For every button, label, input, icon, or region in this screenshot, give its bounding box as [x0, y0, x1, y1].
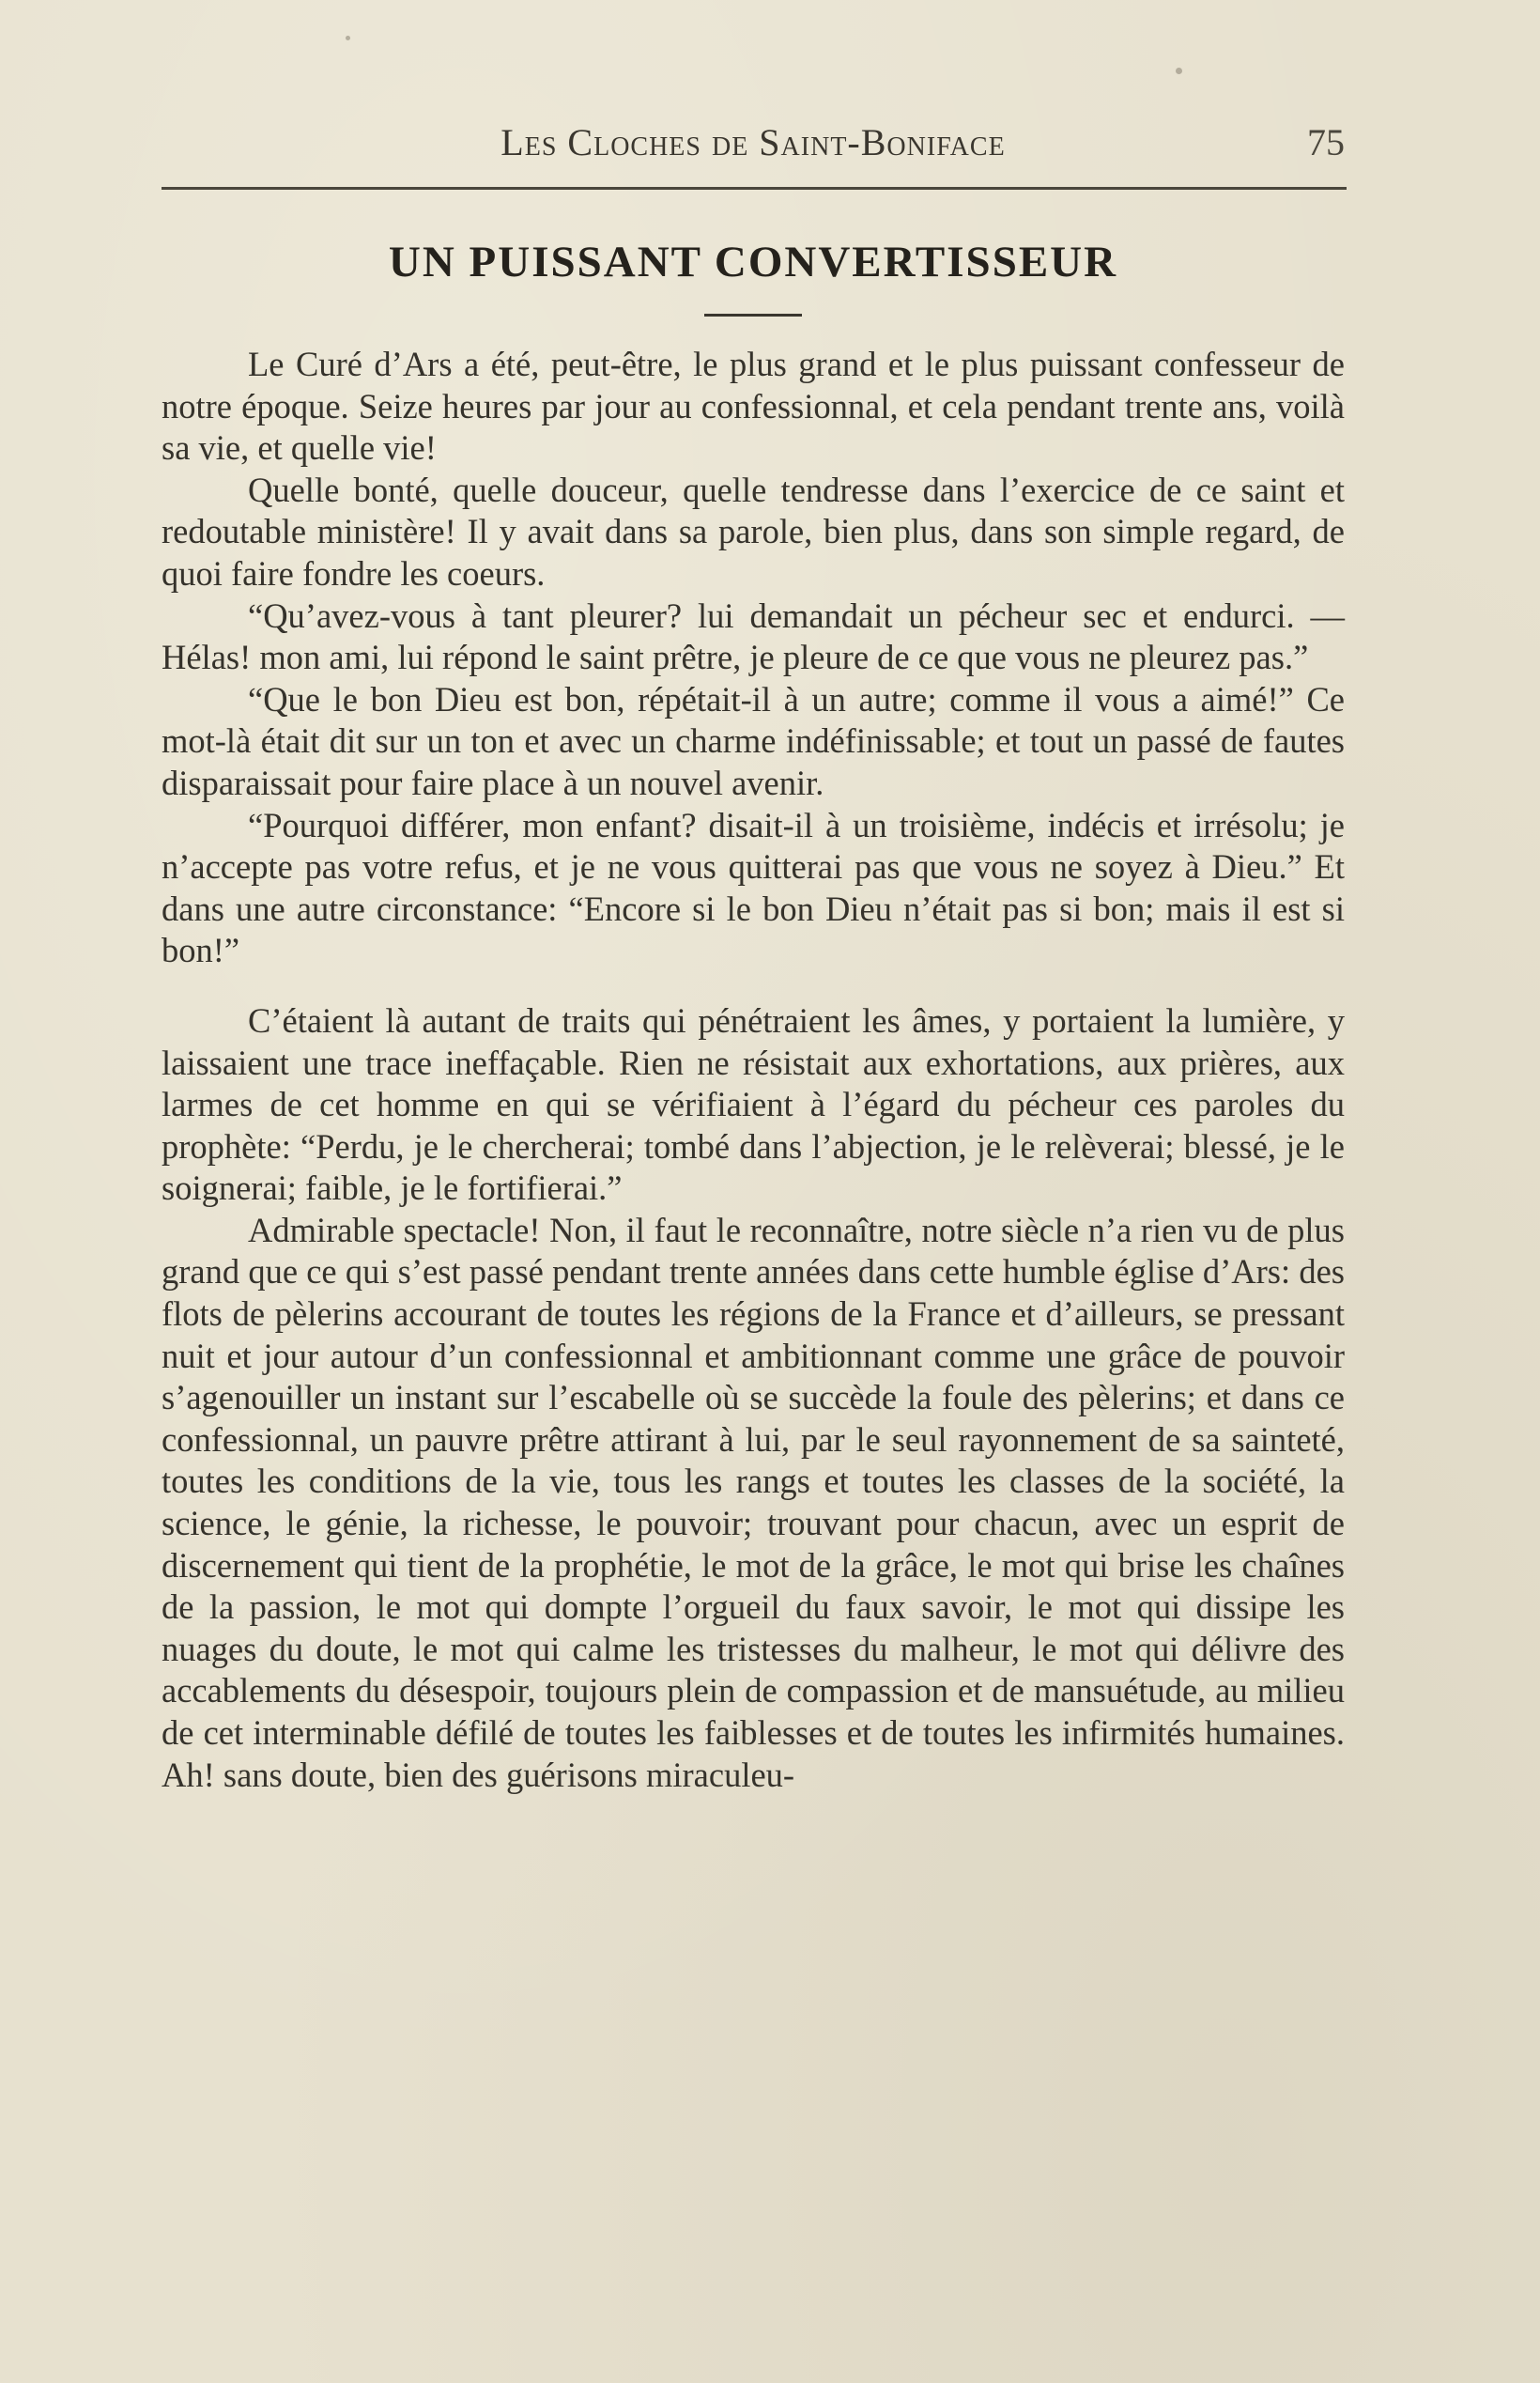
paragraph: Quelle bonté, quelle douceur, quelle tendresse dans l’exercice de ce saint et redoutable ministère! Il y avait dans sa parole, bien plus, dans son simple regard, de quoi faire fondre les coeurs.	[162, 470, 1345, 593]
running-title: Les Cloches de Saint-Boniface	[500, 121, 1006, 163]
page-number: 75	[1307, 121, 1345, 163]
paragraph: Le Curé d’Ars a été, peut-être, le plus grand et le plus puissant confesseur de notre époque. Seize heures par jour au confessionnal, et cela pendant trente ans, voilà sa vie, et quelle vie!	[162, 345, 1345, 468]
paragraph: “Pourquoi différer, mon enfant? disait-il à un troisième, indécis et irrésolu; je n’accepte pas votre refus, et je ne vous quitterai pas que vous ne soyez à Dieu.” Et dans une autre circonstance: “Encore si le bon Dieu n’était pas si bon; mais il est si bon!”	[162, 805, 1345, 970]
paragraph: C’étaient là autant de traits qui pénétraient les âmes, y portaient la lumière, y laissaient une trace ineffaçable. Rien ne résistait aux exhortations, aux prières, aux larmes de cet homme en qui se vérifiaient à l’égard du pécheur ces paroles du prophète: “Perdu, je le chercherai; tombé dans l’abjection, je le relèverai; blessé, je le soignerai; faible, je le fortifierai.”	[162, 1000, 1345, 1208]
paper-speck	[346, 36, 350, 40]
article-body	[162, 344, 1345, 1796]
paragraph: Admirable spectacle! Non, il faut le reconnaître, notre siècle n’a rien vu de plus grand que ce qui s’est passé pendant trente années dans cette humble église d’Ars: des flots de pèlerins accourant de toutes les régions de la France et d’ailleurs, se pressant nuit et jour autour d’un confessionnal et ambitionnant comme une grâce de pouvoir s’agenouiller un instant sur l’escabelle où se succède la foule des pèlerins; et dans ce confessionnal, un pauvre prêtre attirant à lui, par le seul rayonnement de sa sainteté, toutes les conditions de la vie, tous les rangs et toutes les classes de la société, la science, le génie, la richesse, le pouvoir; trouvant pour chacun, avec un esprit de discernement qui tient de la prophétie, le mot de la grâce, le mot qui brise les chaînes de la passion, le mot qui dompte l’orgueil du faux savoir, le mot qui dissipe les nuages du doute, le mot qui calme les tristesses du malheur, le mot qui délivre des accablements du désespoir, toujours plein de compassion et de mansuétude, au milieu de cet interminable défilé de toutes les faiblesses et de toutes les infirmités humaines. Ah! sans doute, bien des guérisons miraculeu-	[162, 1210, 1345, 1794]
paragraph: “Qu’avez-vous à tant pleurer? lui demandait un pécheur sec et endurci. — Hélas! mon ami, lui répond le saint prêtre, je pleure de ce que vous ne pleurez pas.”	[162, 596, 1345, 677]
paragraph: “Que le bon Dieu est bon, répétait-il à un autre; comme il vous a aimé!” Ce mot-là était dit sur un ton et avec un charme indéfinissable; et tout un passé de fautes disparaissait pour faire place à un nouvel avenir.	[162, 679, 1345, 802]
chapter-title: UN PUISSANT CONVERTISSEUR	[388, 238, 1118, 286]
paper-speck	[1176, 68, 1182, 74]
title-rule	[704, 314, 802, 317]
running-head	[162, 120, 1345, 167]
header-rule	[162, 187, 1347, 190]
